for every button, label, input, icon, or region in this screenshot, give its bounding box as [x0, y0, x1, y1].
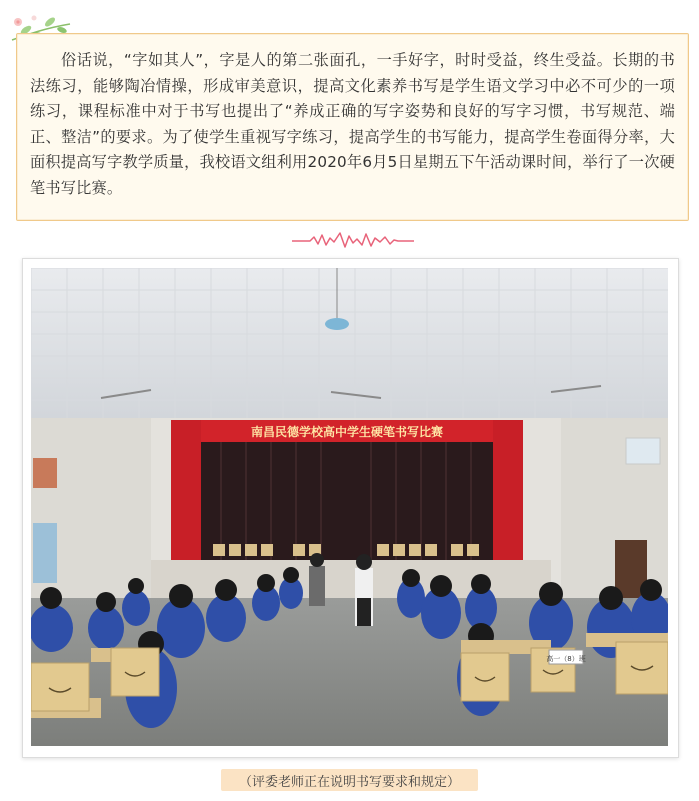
wave-divider-icon — [292, 229, 414, 251]
desk-label: 高一（8）班 — [546, 655, 586, 663]
photo-caption: （评委老师正在说明书写要求和规定） — [221, 769, 478, 791]
competition-photo — [31, 268, 668, 746]
intro-paragraph: 俗话说，“字如其人”，字是人的第二张面孔，一手好字，时时受益，终生受益。长期的书法练习，能够陶冶情操，形成审美意识，提高文化素养书写是学生语文学习中必不可少的一项练习，课程标准中对于书写也提出了“养成正确的写字姿势和良好的写字习惯，书写规范、端正、整洁”的要求。为了使学生重视写字练习，提高学生的书写能力，提高学生卷面得分率，大面积提高写字教学质量，我校语文组利用2020年6月5日星期五下午活动课时间，举行了一次硬笔书写比赛。 — [30, 51, 675, 197]
banner-text: 南昌民德学校高中学生硬笔书写比赛 — [250, 425, 444, 439]
